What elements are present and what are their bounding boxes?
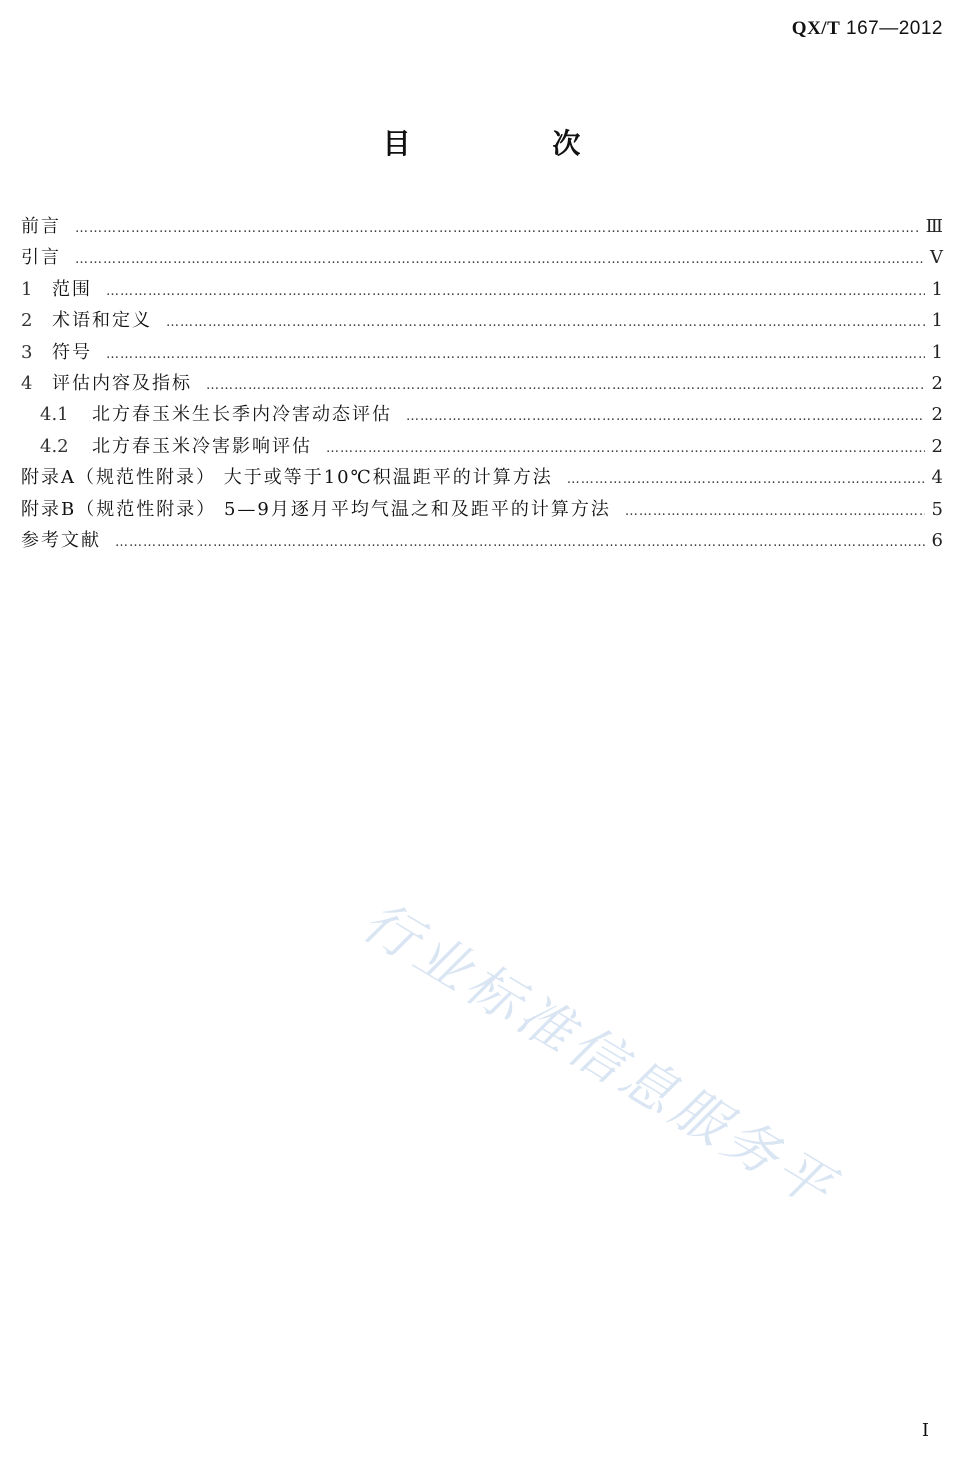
page-number: I [921,1420,929,1441]
toc-entry-introduction[interactable] [21,242,943,273]
toc-entry-page: Ⅲ [925,216,943,237]
toc-entry-4-1[interactable] [21,399,943,430]
toc-entry-foreword[interactable] [21,211,943,242]
table-of-contents [21,211,943,556]
toc-entry-page: Ⅴ [930,247,943,269]
toc-leader-dots [75,244,924,275]
toc-leader-dots [206,370,925,401]
toc-entry-annex-b[interactable] [21,494,943,525]
toc-entry-number: 4.2 [40,435,69,457]
toc-entry-page: 2 [931,435,943,457]
page-title: 目 次 [382,127,647,160]
watermark: 行业标准信息服务平 [351,889,848,1222]
toc-entry-page: 2 [931,404,943,426]
toc-entry-number: 2 [21,310,33,332]
toc-entry-bibliography[interactable] [21,525,943,556]
toc-leader-dots [75,213,920,244]
toc-entry-3[interactable] [21,337,943,368]
toc-entry-2[interactable] [21,305,943,336]
toc-entry-label: 评估内容及指标 [52,372,192,394]
toc-entry-page: 6 [931,529,943,551]
toc-entry-label: 前言 [21,216,61,237]
toc-entry-page: 1 [931,341,943,363]
toc-leader-dots [406,401,925,432]
toc-entry-1[interactable] [21,274,943,305]
toc-entry-page: 2 [931,372,943,394]
toc-entry-4-2[interactable] [21,431,943,462]
toc-entry-label: 附录B（规范性附录） 5—9月逐月平均气温之和及距平的计算方法 [21,498,611,520]
toc-entry-number: 4 [21,372,33,394]
standard-code [792,18,943,40]
toc-entry-label: 北方春玉米冷害影响评估 [92,435,312,457]
toc-entry-number: 1 [21,278,33,300]
toc-entry-label: 引言 [21,247,61,269]
toc-entry-page: 1 [931,310,943,332]
toc-entry-label: 术语和定义 [52,310,152,332]
toc-entry-number: 3 [21,341,33,363]
toc-entry-label: 范围 [52,278,92,300]
toc-leader-dots [326,433,925,464]
toc-entry-page: 1 [931,278,943,300]
standard-code-prefix: QX/T [791,18,841,39]
toc-leader-dots [115,527,925,558]
toc-entry-page: 5 [931,498,943,520]
toc-leader-dots [106,276,925,307]
toc-entry-label: 符号 [52,341,92,363]
toc-leader-dots [166,307,925,338]
toc-entry-4[interactable] [21,368,943,399]
toc-entry-label: 参考文献 [21,529,101,551]
toc-leader-dots [625,496,925,527]
toc-entry-page: 4 [931,467,943,489]
standard-code-suffix: 167—2012 [846,18,943,39]
toc-entry-annex-a[interactable] [21,462,943,493]
toc-entry-label: 附录A（规范性附录） 大于或等于10℃积温距平的计算方法 [21,467,553,489]
toc-entry-label: 北方春玉米生长季内冷害动态评估 [92,404,392,426]
toc-entry-number: 4.1 [40,404,69,426]
toc-leader-dots [567,464,925,495]
toc-leader-dots [106,339,925,370]
